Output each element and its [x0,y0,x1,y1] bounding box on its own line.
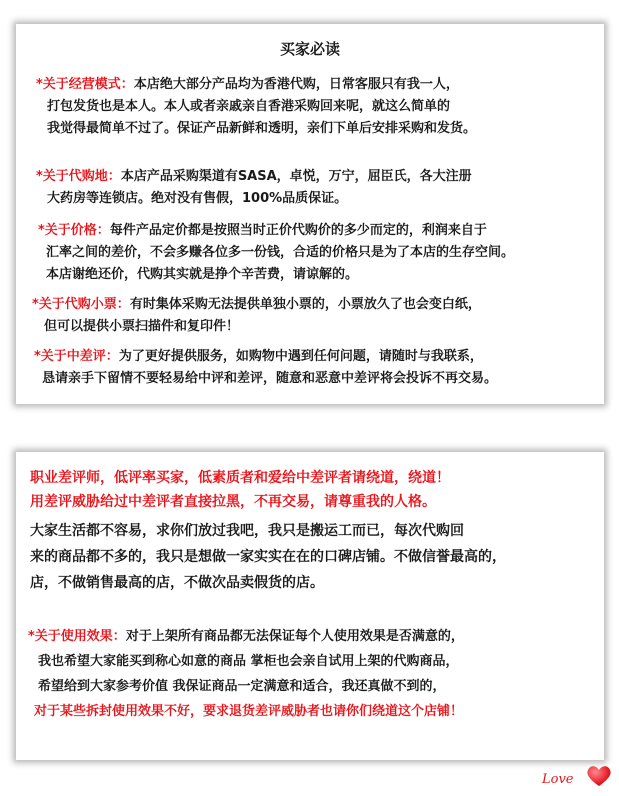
section-negative-review: *关于中差评：为了更好提供服务，如购物中遇到任何问题，请随时与我联系， 恳请亲手下留情不要轻易给中评和差评，随意和恶意中差评将会投诉不再交易。 [34,349,498,386]
section-receipt: *关于代购小票：有时集体采购无法提供单独小票的，小票放久了也会变白纸， 但可以提供小票扫描件和复印件！ [32,297,481,334]
section-usage-effect: *关于使用效果：对于上架所有商品都无法保证每个人使用效果是否满意的， 我也希望大家能买到称心如意的商品 掌柜也会亲自试用上架的代购商品， 希望给到大家参考价值 我保证商品一定满意和适合，我还真做不到的， 对于某些拆封使用效果不好，要求退货差评威胁者也请你们绕道这个店铺！ [28,624,464,724]
love-text: Love [542,772,574,787]
section-label: *关于代购小票： [32,297,130,312]
buyer-notice-card [16,24,604,404]
section-label: *关于经营模式： [36,77,134,92]
section-purchase-source: *关于代购地：本店产品采购渠道有SASA，卓悦，万宁，屈臣氏，各大注册 大药房等连锁店。绝对没有售假，100%品质保证。 [36,169,472,206]
notice-title: 买家必读 [279,40,340,58]
usage-warning-line: 对于某些拆封使用效果不好，要求退货差评威胁者也请你们绕道这个店铺！ [34,704,464,719]
section-label: *关于中差评： [34,349,119,364]
section-label: *关于使用效果： [28,629,126,644]
section-label: *关于代购地： [36,169,121,184]
section-price: *关于价格：每件产品定价都是按照当时正价代购价的多少而定的，利润来自于 汇率之间的差价，不会多赚各位多一份钱，合适的价格只是为了本店的生存空间。 本店谢绝还价，代购其实就是挣个辛苦费，请谅解的。 [38,223,515,282]
love-decoration [542,762,614,792]
heart-icon [586,764,612,788]
section-business-model: *关于经营模式：本店绝大部分产品均为香港代购，日常客服只有我一人， 打包发货也是本人。本人或者亲戚亲自香港采购回来呢，就这么简单的 我觉得最简单不过了。保证产品新鲜和透明，亲们下单后安排采购和发货。 [36,77,477,136]
section-label: *关于价格： [38,223,110,238]
warning-red-block: 职业差评师，低评率买家，低素质者和爱给中差评者请绕道，绕道！ 用差评威胁给过中差评者直接拉黑，不再交易，请尊重我的人格。 [30,470,450,510]
plea-block: 大家生活都不容易，求你们放过我吧，我只是搬运工而已，每次代购回 来的商品都不多的，我只是想做一家实实在在的口碑店铺。不做信誉最高的， 店，不做销售最高的店，不做次品卖假货的店。 [30,523,506,591]
warning-card [16,452,604,760]
